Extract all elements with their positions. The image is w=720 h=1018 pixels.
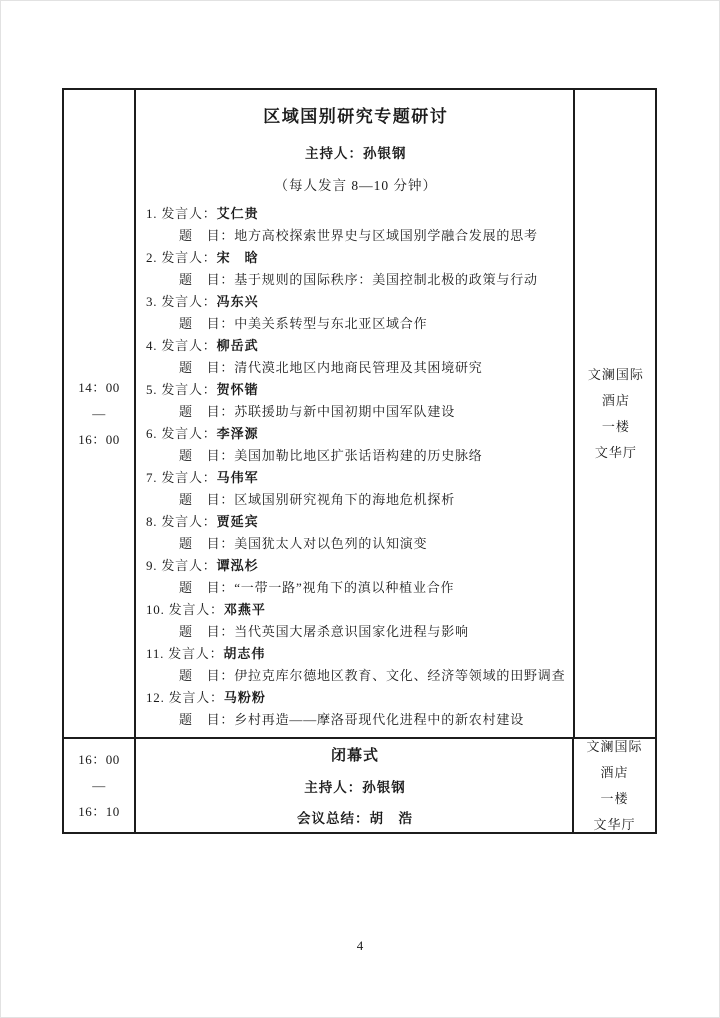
speaker-label: 发言人：	[168, 646, 224, 661]
speaker-label: 发言人：	[161, 382, 217, 397]
topic-line	[146, 269, 565, 291]
speaker-label: 发言人：	[161, 558, 217, 573]
topic-text: 乡村再造——摩洛哥现代化进程中的新农村建设	[234, 712, 525, 727]
speaker-line	[146, 247, 565, 269]
speaker-line	[146, 555, 565, 577]
table-row-closing	[64, 737, 655, 832]
speaker-line	[146, 643, 565, 665]
speaker-name: 柳岳武	[216, 338, 259, 353]
topic-text: 苏联援助与新中国初期中国军队建设	[234, 404, 456, 419]
agenda-item	[146, 687, 565, 731]
speaker-label: 发言人：	[161, 206, 217, 221]
time-end: 16：10	[78, 803, 120, 819]
speaker-name: 李泽源	[216, 426, 259, 441]
item-number: 6.	[146, 426, 158, 441]
time-cell	[64, 739, 134, 832]
speaker-name: 谭泓杉	[216, 558, 259, 573]
speaker-label: 发言人：	[161, 514, 217, 529]
table-row-session	[64, 90, 655, 737]
item-number: 10.	[146, 602, 165, 617]
item-number: 11.	[146, 646, 165, 661]
topic-label: 题 目：	[179, 668, 235, 683]
topic-line	[146, 401, 565, 423]
topic-label: 题 目：	[179, 624, 235, 639]
topic-line	[146, 709, 565, 731]
speaker-label: 发言人：	[161, 470, 217, 485]
topic-label: 题 目：	[179, 712, 235, 727]
closing-title: 闭幕式	[330, 747, 379, 764]
topic-line	[146, 225, 565, 247]
agenda-item	[146, 335, 565, 379]
topic-label: 题 目：	[179, 316, 235, 331]
topic-text: 美国加勒比地区扩张话语构建的历史脉络	[234, 448, 483, 463]
agenda-table	[62, 88, 657, 834]
speaker-name: 马粉粉	[223, 690, 266, 705]
time-start: 16：00	[78, 751, 120, 767]
speaker-name: 贾延宾	[216, 514, 259, 529]
agenda-item	[146, 291, 565, 335]
item-number: 5.	[146, 382, 158, 397]
speaker-label: 发言人：	[161, 294, 217, 309]
speaker-name: 马伟军	[216, 470, 259, 485]
topic-line	[146, 577, 565, 599]
location-cell	[575, 90, 656, 737]
speaker-name: 胡志伟	[223, 646, 266, 661]
session-note: （每人发言 8—10 分钟）	[274, 178, 437, 193]
agenda-items	[146, 203, 565, 731]
agenda-item	[146, 203, 565, 247]
topic-text: 中美关系转型与东北亚区域合作	[234, 316, 428, 331]
session-title: 区域国别研究专题研讨	[263, 107, 449, 126]
location-line: 一楼	[601, 418, 630, 434]
agenda-item	[146, 247, 565, 291]
topic-text: 当代英国大屠杀意识国家化进程与影响	[234, 624, 469, 639]
topic-text: 美国犹太人对以色列的认知演变	[234, 536, 428, 551]
location-line: 一楼	[600, 790, 629, 806]
closing-summary: 会议总结：胡 浩	[297, 811, 413, 826]
topic-label: 题 目：	[179, 536, 235, 551]
item-number: 1.	[146, 206, 158, 221]
page-number: 4	[356, 938, 364, 953]
agenda-item	[146, 555, 565, 599]
time-end: 16：00	[78, 431, 120, 447]
speaker-line	[146, 203, 565, 225]
topic-text: “一带一路”视角下的滇以种植业合作	[234, 580, 455, 595]
topic-text: 清代漠北地区内地商民管理及其困境研究	[234, 360, 483, 375]
agenda-item	[146, 467, 565, 511]
time-start: 14：00	[78, 379, 120, 395]
agenda-item	[146, 643, 565, 687]
location-line: 酒店	[600, 764, 629, 780]
location-line: 酒店	[601, 392, 630, 408]
topic-text: 基于规则的国际秩序：美国控制北极的政策与行动	[234, 272, 538, 287]
topic-line	[146, 313, 565, 335]
location-line: 文华厅	[594, 444, 637, 460]
item-number: 9.	[146, 558, 158, 573]
topic-label: 题 目：	[179, 360, 235, 375]
location-line: 文澜国际	[587, 366, 644, 382]
topic-line	[146, 621, 565, 643]
agenda-item	[146, 379, 565, 423]
speaker-line	[146, 467, 565, 489]
topic-label: 题 目：	[179, 404, 235, 419]
session-cell	[134, 90, 575, 737]
agenda-item	[146, 599, 565, 643]
speaker-line	[146, 687, 565, 709]
time-dash: —	[92, 777, 106, 793]
topic-text: 区域国别研究视角下的海地危机探析	[234, 492, 456, 507]
speaker-line	[146, 291, 565, 313]
location-cell	[574, 739, 655, 832]
item-number: 12.	[146, 690, 165, 705]
item-number: 8.	[146, 514, 158, 529]
speaker-name: 冯东兴	[216, 294, 259, 309]
speaker-label: 发言人：	[161, 338, 217, 353]
agenda-item	[146, 511, 565, 555]
speaker-name: 贺怀锴	[216, 382, 259, 397]
topic-text: 地方高校探索世界史与区域国别学融合发展的思考	[234, 228, 538, 243]
speaker-name: 艾仁贵	[216, 206, 259, 221]
location-line: 文华厅	[593, 816, 636, 832]
topic-label: 题 目：	[179, 228, 235, 243]
speaker-line	[146, 599, 565, 621]
topic-line	[146, 533, 565, 555]
topic-text: 伊拉克库尔德地区教育、文化、经济等领域的田野调查	[234, 668, 566, 683]
closing-host: 主持人：孙银钢	[304, 780, 406, 795]
topic-line	[146, 665, 565, 687]
speaker-name: 宋 晗	[216, 250, 259, 265]
topic-line	[146, 489, 565, 511]
agenda-item	[146, 423, 565, 467]
topic-line	[146, 445, 565, 467]
speaker-name: 邓燕平	[223, 602, 266, 617]
item-number: 3.	[146, 294, 158, 309]
speaker-line	[146, 379, 565, 401]
topic-label: 题 目：	[179, 580, 235, 595]
speaker-line	[146, 335, 565, 357]
item-number: 7.	[146, 470, 158, 485]
speaker-line	[146, 511, 565, 533]
speaker-label: 发言人：	[161, 426, 217, 441]
session-host: 主持人：孙银钢	[304, 146, 407, 161]
speaker-label: 发言人：	[168, 602, 224, 617]
topic-line	[146, 357, 565, 379]
speaker-line	[146, 423, 565, 445]
item-number: 2.	[146, 250, 158, 265]
item-number: 4.	[146, 338, 158, 353]
speaker-label: 发言人：	[168, 690, 224, 705]
topic-label: 题 目：	[179, 492, 235, 507]
time-cell	[64, 90, 134, 737]
speaker-label: 发言人：	[161, 250, 217, 265]
topic-label: 题 目：	[179, 448, 235, 463]
time-dash: —	[92, 405, 106, 421]
closing-session-cell	[134, 739, 574, 832]
topic-label: 题 目：	[179, 272, 235, 287]
location-line: 文澜国际	[586, 738, 643, 754]
